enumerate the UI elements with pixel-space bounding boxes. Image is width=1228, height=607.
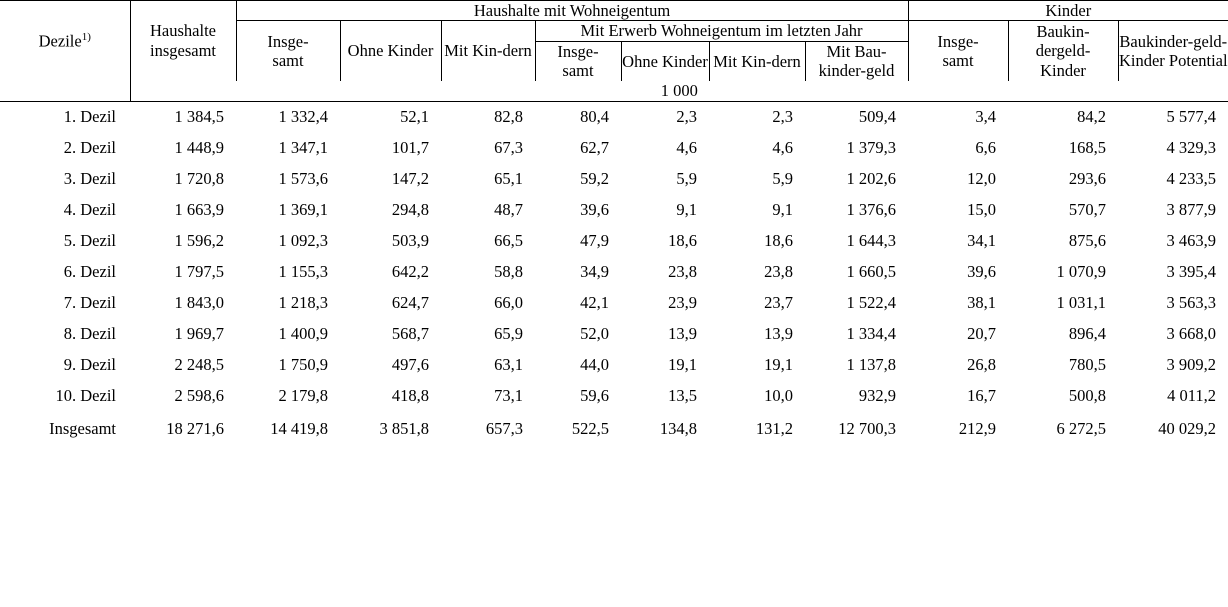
cell-erwerb-insgesamt: 39,6 (580, 200, 609, 220)
cell-we-insgesamt: 1 332,4 (278, 107, 328, 127)
cell-kinder-insgesamt: 12,0 (967, 169, 997, 189)
cell-kinder-insgesamt: 6,6 (975, 138, 997, 158)
header-row-groups (0, 1, 1228, 21)
col-header-haushalte-insgesamt (130, 1, 236, 81)
cell-we-mit-kindern: 58,8 (494, 262, 523, 282)
cell-erwerb-mit-kindern: 4,6 (772, 138, 793, 158)
table-row (0, 164, 1228, 195)
cell-erwerb-mit-baukindergeld: 1 644,3 (846, 231, 897, 251)
col-header-kinder-insgesamt (908, 21, 1008, 81)
table-row-total (0, 412, 1228, 445)
cell-erwerb-mit-kindern: 5,9 (772, 169, 793, 189)
cell-kinder-insgesamt: 16,7 (967, 386, 997, 406)
table-row (0, 226, 1228, 257)
cell-we-mit-kindern: 48,7 (494, 200, 523, 220)
cell-we-ohne-kinder: 503,9 (391, 231, 429, 251)
cell-baukindergeld-potential: 3 563,3 (1166, 293, 1217, 313)
col-header-we-insgesamt (236, 21, 340, 81)
cell-haushalte-insgesamt: 1 720,8 (174, 169, 224, 189)
cell-baukindergeld-potential: 3 909,2 (1166, 355, 1217, 375)
cell-we-mit-kindern: 73,1 (494, 386, 523, 406)
cell-erwerb-mit-kindern: 13,9 (764, 324, 793, 344)
row-label: Insgesamt (49, 418, 116, 438)
cell-erwerb-mit-baukindergeld: 12 700,3 (838, 418, 897, 438)
cell-we-insgesamt: 14 419,8 (270, 418, 328, 438)
cell-erwerb-mit-baukindergeld: 1 202,6 (846, 169, 897, 189)
row-label: 8. Dezil (63, 324, 116, 344)
table-row (0, 257, 1228, 288)
cell-erwerb-mit-baukindergeld: 932,9 (858, 386, 897, 406)
cell-we-mit-kindern: 65,9 (494, 324, 523, 344)
col-header-erwerb-mit-baukindergeld (805, 41, 908, 80)
cell-erwerb-mit-baukindergeld: 1 660,5 (846, 262, 897, 282)
table-row (0, 195, 1228, 226)
cell-kinder-insgesamt: 34,1 (967, 231, 997, 251)
row-label: 3. Dezil (63, 169, 116, 189)
subgroup-header-erwerb-letztes-jahr-label: Mit Erwerb Wohneigentum im letzten Jahr (580, 21, 863, 41)
cell-erwerb-mit-kindern: 19,1 (764, 355, 793, 375)
cell-baukindergeld-kinder: 875,6 (1068, 231, 1107, 251)
col-header-baukindergeld-kinder-label: Baukin- dergeld- Kinder (1035, 21, 1091, 80)
col-header-haushalte-insgesamt-label: Haushalte insgesamt (150, 21, 216, 60)
col-header-erwerb-ohne-kinder (621, 41, 709, 80)
cell-haushalte-insgesamt: 2 598,6 (174, 386, 224, 406)
cell-haushalte-insgesamt: 1 663,9 (174, 200, 224, 220)
cell-we-mit-kindern: 82,8 (494, 107, 523, 127)
cell-erwerb-mit-baukindergeld: 1 334,4 (846, 324, 897, 344)
cell-we-insgesamt: 1 369,1 (278, 200, 328, 220)
col-header-erwerb-insgesamt-label: Insge- samt (557, 41, 599, 81)
cell-we-mit-kindern: 63,1 (494, 355, 523, 375)
col-header-we-insgesamt-label: Insge- samt (267, 31, 309, 71)
cell-haushalte-insgesamt: 1 969,7 (174, 324, 224, 344)
row-label: 7. Dezil (63, 293, 116, 313)
cell-erwerb-ohne-kinder: 23,9 (668, 293, 697, 313)
cell-we-insgesamt: 1 750,9 (278, 355, 328, 375)
cell-erwerb-mit-baukindergeld: 509,4 (858, 107, 897, 127)
group-header-wohneigentum-label: Haushalte mit Wohneigentum (473, 1, 671, 20)
col-header-erwerb-mit-kindern-label: Mit Kin-dern (713, 51, 801, 71)
cell-kinder-insgesamt: 38,1 (967, 293, 997, 313)
cell-baukindergeld-kinder: 780,5 (1068, 355, 1107, 375)
unit-row (0, 81, 1228, 102)
cell-kinder-insgesamt: 20,7 (967, 324, 997, 344)
row-label: 4. Dezil (63, 200, 116, 220)
cell-kinder-insgesamt: 26,8 (967, 355, 997, 375)
cell-haushalte-insgesamt: 2 248,5 (174, 355, 224, 375)
cell-baukindergeld-potential: 3 668,0 (1166, 324, 1217, 344)
cell-baukindergeld-potential: 5 577,4 (1166, 107, 1217, 127)
cell-we-insgesamt: 1 092,3 (278, 231, 328, 251)
cell-kinder-insgesamt: 15,0 (967, 200, 997, 220)
col-header-we-ohne-kinder-label: Ohne Kinder (347, 41, 434, 61)
subgroup-header-erwerb-letztes-jahr (535, 21, 908, 41)
cell-we-insgesamt: 1 573,6 (278, 169, 328, 189)
cell-kinder-insgesamt: 212,9 (958, 418, 997, 438)
cell-kinder-insgesamt: 39,6 (967, 262, 997, 282)
cell-we-mit-kindern: 67,3 (494, 138, 523, 158)
cell-erwerb-insgesamt: 34,9 (580, 262, 609, 282)
cell-erwerb-mit-kindern: 23,8 (764, 262, 793, 282)
cell-we-ohne-kinder: 294,8 (391, 200, 429, 220)
cell-kinder-insgesamt: 3,4 (975, 107, 997, 127)
cell-we-insgesamt: 2 179,8 (278, 386, 328, 406)
table-row (0, 319, 1228, 350)
cell-we-insgesamt: 1 400,9 (278, 324, 328, 344)
row-label: 2. Dezil (63, 138, 116, 158)
cell-haushalte-insgesamt: 1 448,9 (174, 138, 224, 158)
cell-baukindergeld-potential: 4 329,3 (1166, 138, 1217, 158)
cell-baukindergeld-kinder: 570,7 (1068, 200, 1107, 220)
col-header-baukindergeld-kinder (1008, 21, 1118, 81)
cell-erwerb-ohne-kinder: 13,9 (668, 324, 697, 344)
cell-erwerb-ohne-kinder: 4,6 (676, 138, 697, 158)
cell-we-insgesamt: 1 347,1 (278, 138, 328, 158)
cell-we-ohne-kinder: 3 851,8 (379, 418, 429, 438)
cell-baukindergeld-potential: 3 463,9 (1166, 231, 1217, 251)
cell-erwerb-insgesamt: 52,0 (580, 324, 609, 344)
cell-we-ohne-kinder: 624,7 (391, 293, 429, 313)
col-header-we-mit-kindern (441, 21, 535, 81)
col-header-erwerb-ohne-kinder-label: Ohne Kinder (622, 51, 708, 71)
row-label: 5. Dezil (63, 231, 116, 251)
cell-we-ohne-kinder: 568,7 (391, 324, 429, 344)
unit-label: 1 000 (660, 80, 698, 100)
cell-erwerb-ohne-kinder: 18,6 (668, 231, 697, 251)
cell-erwerb-mit-kindern: 18,6 (764, 231, 793, 251)
col-header-kinder-insgesamt-label: Insge- samt (937, 31, 979, 71)
stub-header-cell (0, 1, 130, 81)
table-body (0, 101, 1228, 444)
cell-erwerb-ohne-kinder: 13,5 (668, 386, 697, 406)
cell-we-mit-kindern: 657,3 (485, 418, 523, 438)
cell-baukindergeld-kinder: 6 272,5 (1056, 418, 1107, 438)
col-header-erwerb-insgesamt (535, 41, 621, 80)
cell-baukindergeld-kinder: 293,6 (1068, 169, 1107, 189)
cell-we-ohne-kinder: 497,6 (391, 355, 429, 375)
group-header-kinder (908, 1, 1228, 21)
stub-header-footnote: 1) (81, 30, 91, 43)
table-row (0, 288, 1228, 319)
row-label: 10. Dezil (55, 386, 116, 406)
cell-we-mit-kindern: 66,0 (494, 293, 523, 313)
col-header-baukindergeld-potential-label: Baukinder-geld-Kinder Potential (1118, 31, 1228, 71)
cell-haushalte-insgesamt: 1 843,0 (174, 293, 224, 313)
cell-erwerb-ohne-kinder: 9,1 (676, 200, 697, 220)
group-header-wohneigentum (236, 1, 908, 21)
cell-baukindergeld-potential: 3 395,4 (1166, 262, 1217, 282)
table-row (0, 381, 1228, 412)
cell-erwerb-insgesamt: 44,0 (580, 355, 609, 375)
cell-we-ohne-kinder: 642,2 (391, 262, 429, 282)
cell-baukindergeld-kinder: 1 070,9 (1056, 262, 1107, 282)
cell-erwerb-ohne-kinder: 5,9 (676, 169, 697, 189)
group-header-kinder-label: Kinder (1045, 1, 1092, 20)
cell-haushalte-insgesamt: 1 384,5 (174, 107, 224, 127)
cell-baukindergeld-potential: 3 877,9 (1166, 200, 1217, 220)
cell-erwerb-mit-kindern: 10,0 (764, 386, 793, 406)
cell-baukindergeld-kinder: 896,4 (1068, 324, 1107, 344)
cell-erwerb-ohne-kinder: 2,3 (676, 107, 697, 127)
cell-erwerb-mit-baukindergeld: 1 379,3 (846, 138, 897, 158)
cell-baukindergeld-potential: 4 233,5 (1166, 169, 1217, 189)
stub-header-label: Dezile (38, 31, 82, 51)
cell-baukindergeld-kinder: 84,2 (1077, 107, 1107, 127)
table-header (0, 1, 1228, 102)
cell-erwerb-ohne-kinder: 134,8 (659, 418, 697, 438)
cell-erwerb-insgesamt: 47,9 (580, 231, 609, 251)
col-header-erwerb-mit-baukindergeld-label: Mit Bau-kinder-geld (818, 41, 895, 81)
cell-baukindergeld-potential: 4 011,2 (1167, 386, 1217, 406)
cell-we-insgesamt: 1 218,3 (278, 293, 328, 313)
cell-we-ohne-kinder: 147,2 (391, 169, 429, 189)
cell-erwerb-mit-kindern: 9,1 (772, 200, 793, 220)
cell-we-ohne-kinder: 418,8 (391, 386, 429, 406)
cell-we-ohne-kinder: 101,7 (391, 138, 429, 158)
row-label: 9. Dezil (63, 355, 116, 375)
col-header-erwerb-mit-kindern (709, 41, 805, 80)
cell-we-mit-kindern: 66,5 (494, 231, 523, 251)
cell-erwerb-mit-kindern: 2,3 (772, 107, 793, 127)
table-row (0, 350, 1228, 381)
cell-we-ohne-kinder: 52,1 (400, 107, 429, 127)
cell-erwerb-mit-baukindergeld: 1 137,8 (846, 355, 897, 375)
cell-erwerb-insgesamt: 80,4 (580, 107, 609, 127)
cell-erwerb-mit-baukindergeld: 1 376,6 (846, 200, 897, 220)
row-label: 1. Dezil (63, 107, 116, 127)
cell-we-insgesamt: 1 155,3 (278, 262, 328, 282)
cell-erwerb-ohne-kinder: 19,1 (668, 355, 697, 375)
cell-baukindergeld-kinder: 168,5 (1068, 138, 1107, 158)
cell-erwerb-mit-kindern: 131,2 (755, 418, 793, 438)
cell-erwerb-mit-kindern: 23,7 (764, 293, 793, 313)
row-label: 6. Dezil (63, 262, 116, 282)
col-header-we-mit-kindern-label: Mit Kin-dern (444, 41, 532, 61)
cell-erwerb-insgesamt: 59,2 (580, 169, 609, 189)
cell-erwerb-insgesamt: 42,1 (580, 293, 609, 313)
cell-baukindergeld-kinder: 500,8 (1068, 386, 1107, 406)
cell-we-mit-kindern: 65,1 (494, 169, 523, 189)
col-header-we-ohne-kinder (340, 21, 441, 81)
table-row (0, 133, 1228, 164)
cell-erwerb-insgesamt: 522,5 (571, 418, 609, 438)
cell-haushalte-insgesamt: 1 596,2 (174, 231, 224, 251)
cell-erwerb-insgesamt: 62,7 (580, 138, 609, 158)
cell-haushalte-insgesamt: 18 271,6 (166, 418, 224, 438)
cell-baukindergeld-potential: 40 029,2 (1158, 418, 1217, 438)
cell-haushalte-insgesamt: 1 797,5 (174, 262, 224, 282)
cell-erwerb-insgesamt: 59,6 (580, 386, 609, 406)
unit-row-cell (130, 81, 1228, 102)
table-row (0, 101, 1228, 133)
unit-row-stub-spacer (0, 81, 130, 102)
col-header-baukindergeld-potential (1118, 21, 1228, 81)
cell-erwerb-ohne-kinder: 23,8 (668, 262, 697, 282)
cell-baukindergeld-kinder: 1 031,1 (1056, 293, 1107, 313)
cell-erwerb-mit-baukindergeld: 1 522,4 (846, 293, 897, 313)
